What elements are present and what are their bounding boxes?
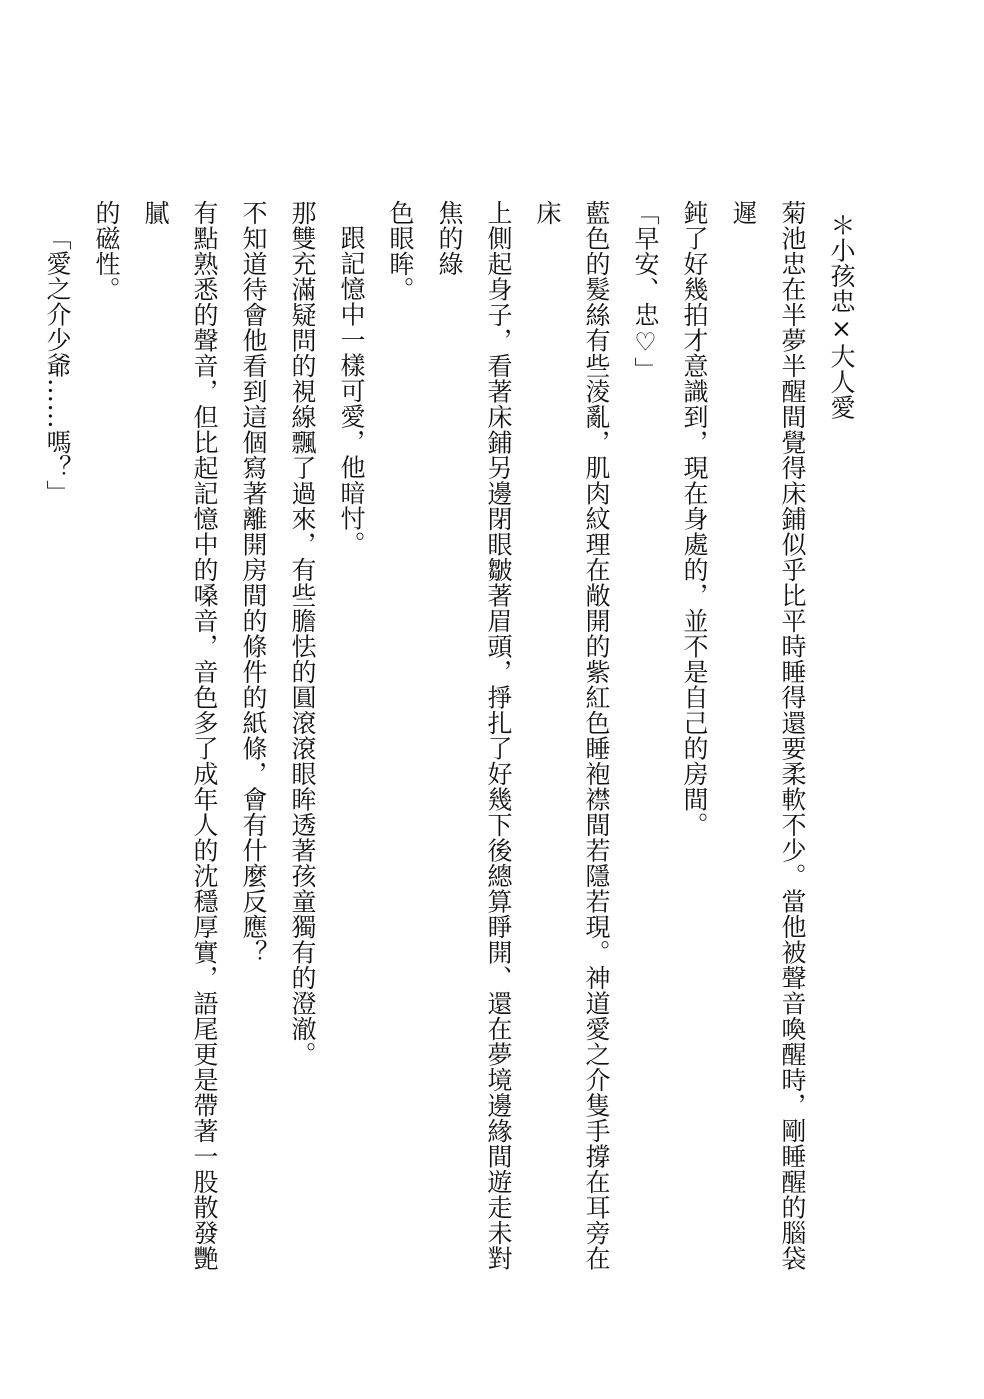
- paragraph-line-2: 鈍了好幾拍才意識到，現在身處的，並不是自己的房間。: [680, 200, 709, 838]
- paragraph-line-1: 菊池忠在半夢半醒間覺得床鋪似乎比平時睡得還要柔軟不少。當他被聲音喚醒時，剛睡醒的腦袋遲: [729, 200, 807, 1271]
- paragraph-line-3: 藍色的髮絲有些淩亂，肌肉紋理在敞開的紫紅色睡袍襟間若隱若現。神道愛之介隻手撐在耳旁在床: [533, 200, 611, 1271]
- paragraph-line-6: 跟記憶中一樣可愛，他暗忖。: [337, 225, 366, 557]
- paragraph-line-10: 的磁性。: [92, 200, 121, 302]
- paragraph-line-7: 那雙充滿疑問的視線飄了過來，有些膽怯的圓滾滾眼眸透著孩童獨有的澄澈。: [288, 200, 317, 1067]
- vertical-text-body: [33, 200, 866, 1280]
- paragraph-line-8: 不知道待會他看到這個寫著離開房間的條件的紙條，會有什麼反應？: [239, 200, 268, 965]
- story-title: ＊小孩忠×大人愛: [827, 212, 856, 420]
- dialogue-line-2: 「愛之介少爺……嗎？」: [43, 225, 72, 506]
- dialogue-line-1: 「早安、忠♡」: [631, 200, 660, 383]
- paragraph-line-9: 有點熟悉的聲音，但比起記憶中的嗓音，音色多了成年人的沈穩厚實，語尾更是帶著一股散發艷膩: [141, 200, 219, 1271]
- paragraph-line-4: 上側起身子，看著床鋪另邊閉眼皺著眉頭，掙扎了好幾下後總算睜開、還在夢境邊緣間遊走未對焦的綠: [435, 200, 513, 1271]
- paragraph-line-5: 色眼眸。: [386, 200, 415, 302]
